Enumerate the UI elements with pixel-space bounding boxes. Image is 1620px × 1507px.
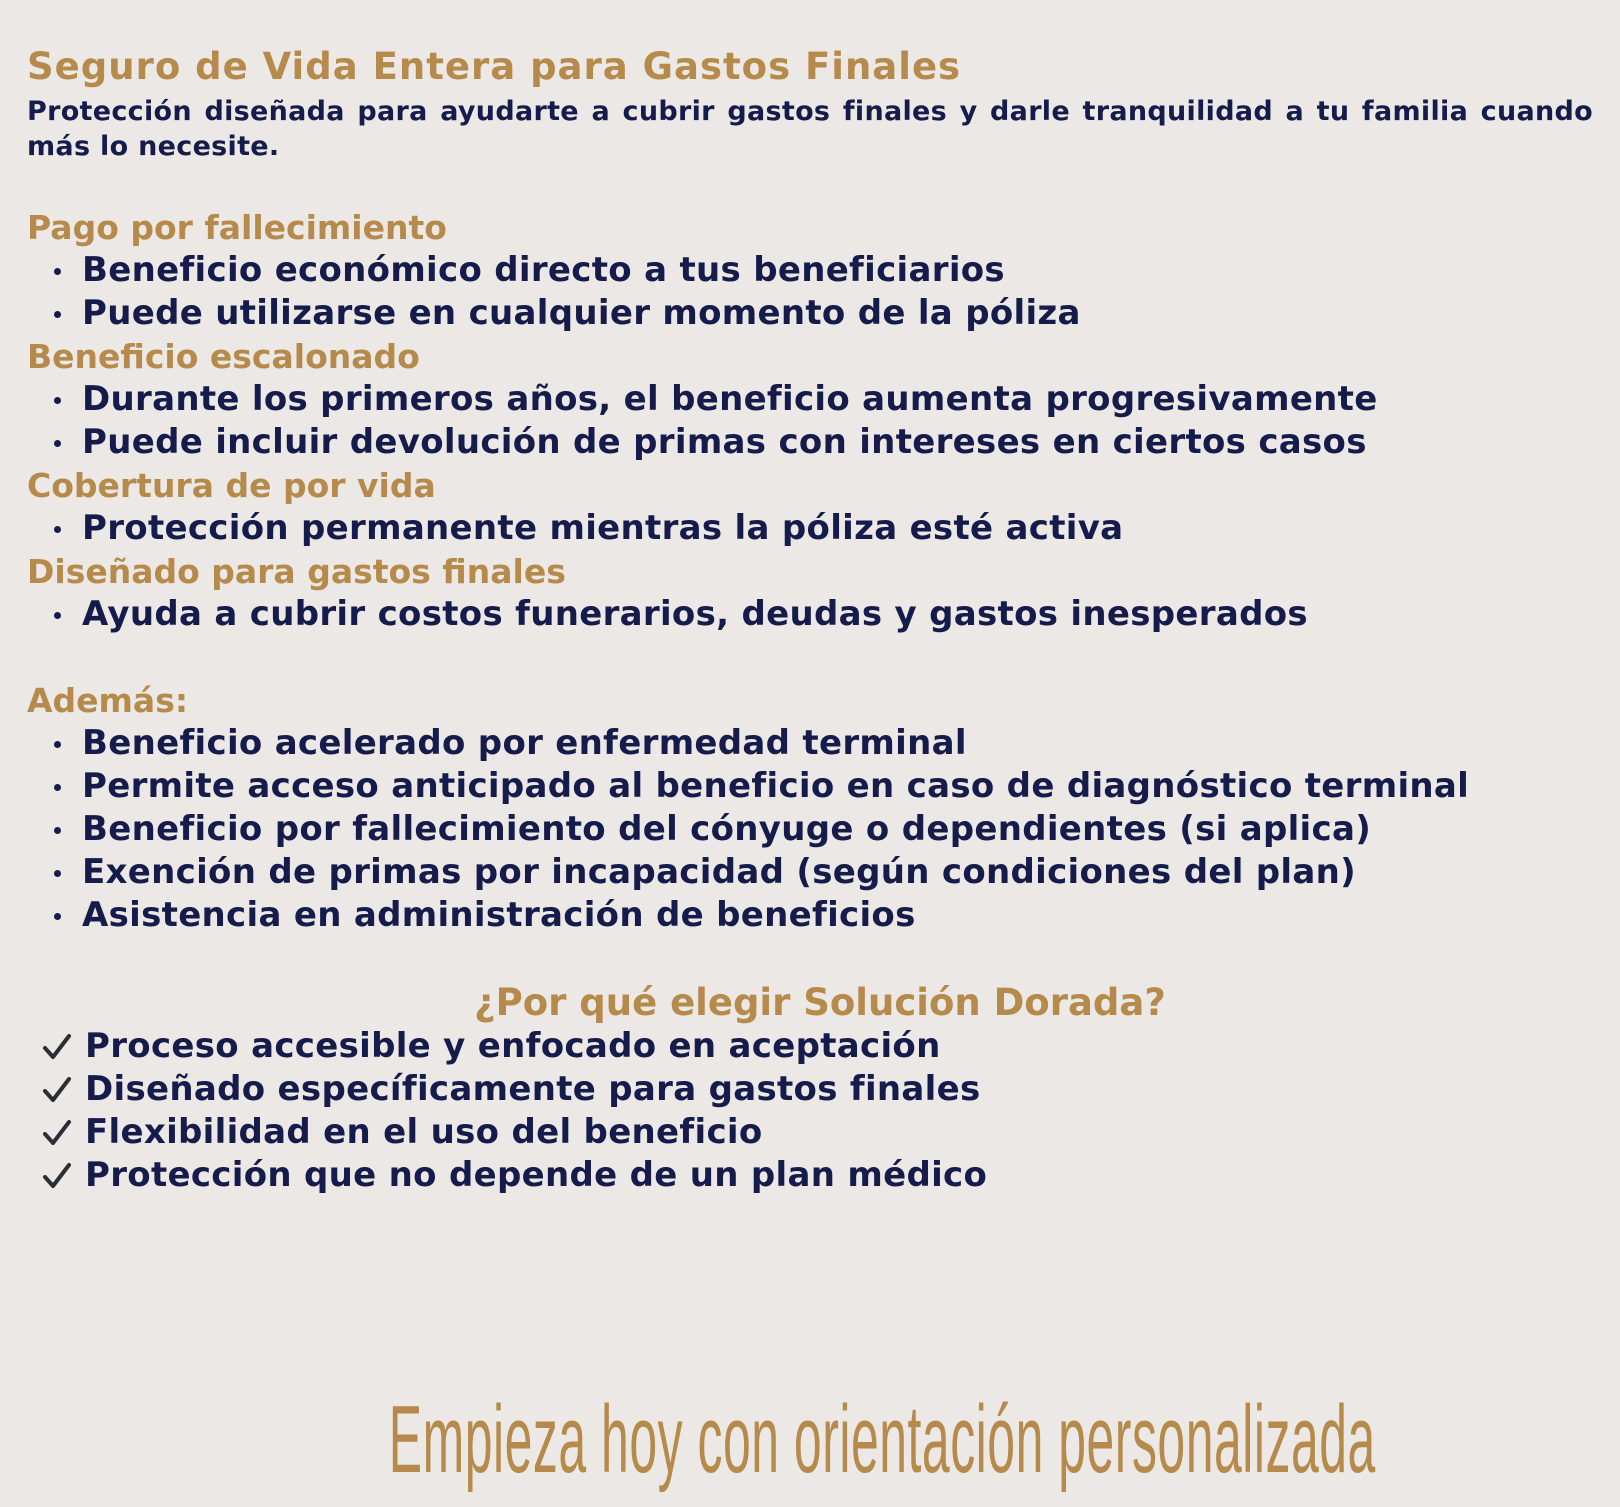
checkmark-icon <box>41 1074 73 1106</box>
section-ademas <box>27 679 1593 937</box>
section-heading: Además: <box>27 681 189 720</box>
list-item: Beneficio económico directo a tus beneficiarios <box>82 249 1593 292</box>
list-item: Puede utilizarse en cualquier momento de la póliza <box>82 292 1593 335</box>
spacer <box>27 937 1593 980</box>
list-item: Exención de primas por incapacidad (según condiciones del plan) <box>82 851 1593 894</box>
checkmark-icon <box>41 1160 73 1192</box>
checkmark-icon <box>41 1117 73 1149</box>
list-item: Protección permanente mientras la póliza esté activa <box>82 507 1593 550</box>
list-item: Permite acceso anticipado al beneficio en caso de diagnóstico terminal <box>82 765 1593 808</box>
bullet-list <box>27 593 1593 636</box>
spacer <box>27 636 1593 679</box>
check-item-label: Flexibilidad en el uso del beneficio <box>85 1112 763 1152</box>
list-item: Beneficio por fallecimiento del cónyuge o dependientes (si aplica) <box>82 808 1593 851</box>
page-title: Seguro de Vida Entera para Gastos Finales <box>27 45 962 88</box>
section-heading: Pago por fallecimiento <box>27 208 447 247</box>
list-item: Durante los primeros años, el beneficio aumenta progresivamente <box>82 378 1593 421</box>
section-heading: Diseñado para gastos finales <box>27 552 566 591</box>
spacer <box>27 164 1593 206</box>
bullet-list <box>27 722 1593 937</box>
check-item-label: Diseñado específicamente para gastos finales <box>85 1069 981 1109</box>
why-heading: ¿Por qué elegir Solución Dorada? <box>474 981 1166 1024</box>
list-item: Puede incluir devolución de primas con intereses en ciertos casos <box>82 421 1593 464</box>
section-pago-por-fallecimiento <box>27 206 1593 335</box>
bullet-list <box>27 249 1593 335</box>
bullet-list <box>27 378 1593 464</box>
checkmark-icon <box>41 1031 73 1063</box>
call-to-action: Empieza hoy con orientación personalizada <box>388 1386 1376 1493</box>
section-why-choose <box>27 980 1593 1197</box>
list-item: Asistencia en administración de beneficios <box>82 894 1593 937</box>
section-heading: Beneficio escalonado <box>27 337 420 376</box>
page-subtitle: Protección diseñada para ayudarte a cubrir gastos finales y darle tranquilidad a tu familia cuando más lo necesite. <box>27 96 1593 162</box>
list-item: Beneficio acelerado por enfermedad terminal <box>82 722 1593 765</box>
check-item <box>41 1025 1593 1068</box>
check-item-label: Protección que no depende de un plan médico <box>85 1155 988 1195</box>
check-item <box>41 1068 1593 1111</box>
check-list <box>27 1025 1593 1197</box>
list-item: Ayuda a cubrir costos funerarios, deudas y gastos inesperados <box>82 593 1593 636</box>
section-cobertura-de-por-vida <box>27 464 1593 550</box>
check-item <box>41 1154 1593 1197</box>
section-disenado-para-gastos-finales <box>27 550 1593 636</box>
check-item-label: Proceso accesible y enfocado en aceptación <box>85 1026 941 1066</box>
section-heading: Cobertura de por vida <box>27 466 436 505</box>
bullet-list <box>27 507 1593 550</box>
section-beneficio-escalonado <box>27 335 1593 464</box>
check-item <box>41 1111 1593 1154</box>
